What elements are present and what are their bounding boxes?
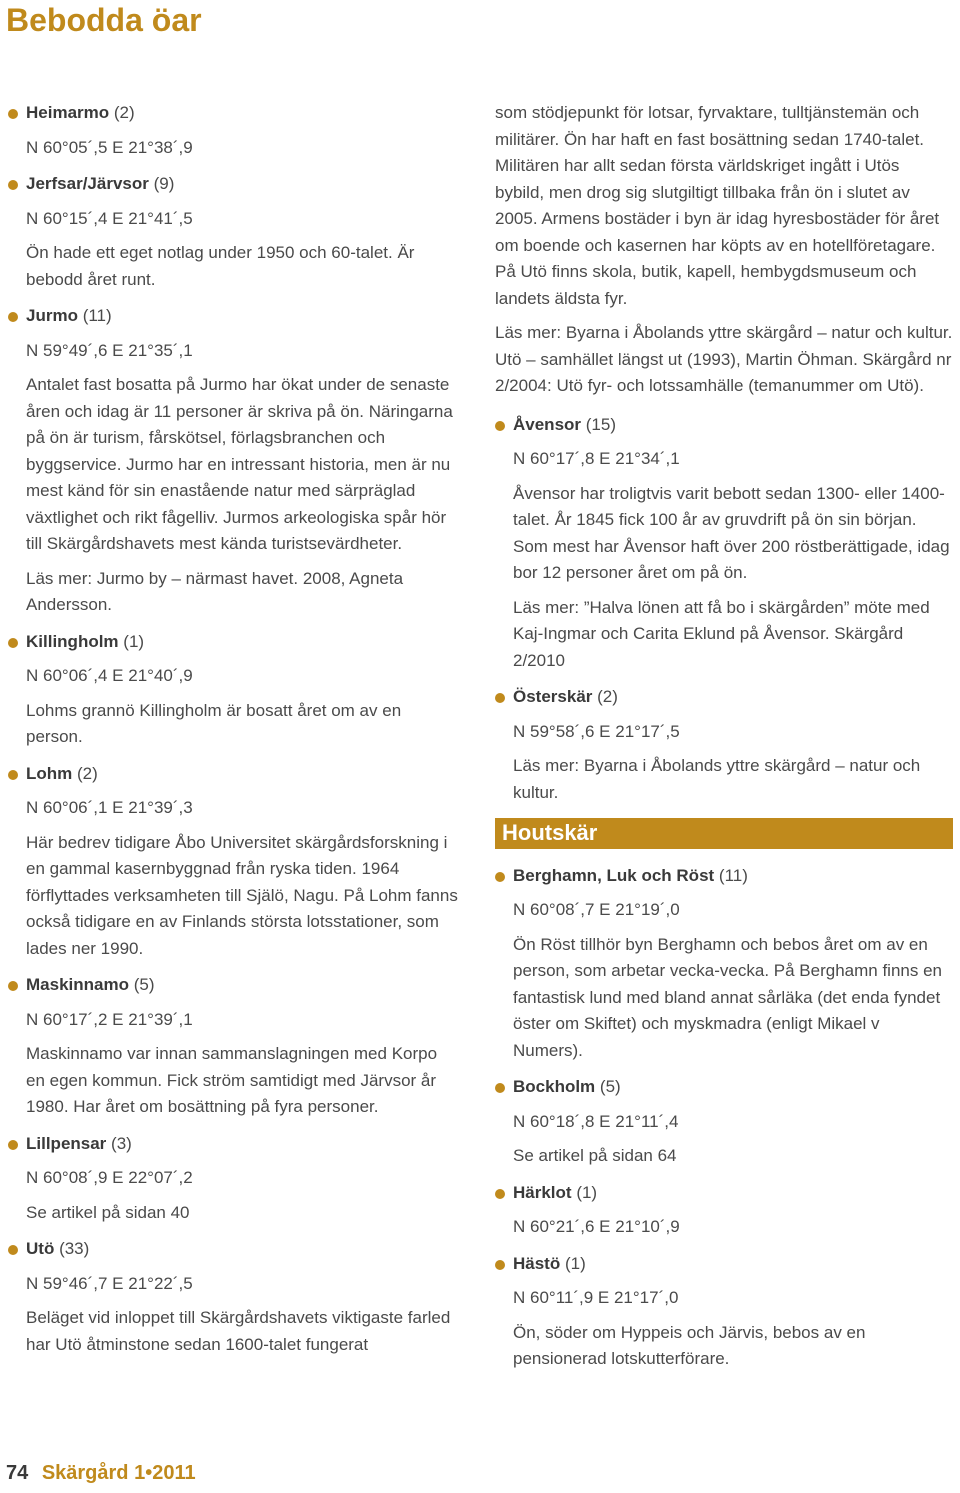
island-coordinates: N 60°06´,4 E 21°40´,9 (26, 666, 193, 685)
island-coordinates: N 59°46´,7 E 21°22´,5 (26, 1273, 193, 1293)
bullet-icon (495, 872, 505, 882)
bullet-icon (495, 1189, 505, 1199)
island-entry (495, 1180, 953, 1241)
island-coordinates: N 60°15´,4 E 21°41´,5 (26, 208, 193, 228)
island-name: Heimarmo (26, 103, 110, 122)
island-description: Antalet fast bosatta på Jurmo har ökat under de senaste åren och idag är 11 personer är skriva på ön. Näringarna på ön är turism, fårskötsel, förlagsbranchen och byggservice. Jurmo har en intressant historia, men är nu mest känd för sin enastående natur med särpräglad växtlighet och rikt fågelliv. Jurmos arkeologiska spår hör till Skärgårdshavets mest kända turistsevärdheter. (26, 375, 453, 553)
island-name: Lillpensar (26, 1133, 107, 1153)
island-heading (513, 863, 953, 890)
island-coordinates: N 60°17´,8 E 21°34´,1 (513, 449, 680, 468)
island-name: Härklot (513, 1182, 572, 1202)
houtskar-entry-list (495, 863, 953, 1373)
bullet-icon (8, 1245, 18, 1255)
island-coordinates: N 59°49´,6 E 21°35´,1 (26, 340, 193, 360)
page-number: 74 (6, 1462, 29, 1484)
island-name: Killingholm (26, 631, 119, 651)
island-entry (8, 1236, 460, 1358)
bullet-icon (495, 1260, 505, 1270)
island-coordinates: N 60°08´,7 E 21°19´,0 (513, 900, 680, 919)
island-heading (26, 171, 460, 198)
island-coordinates: N 60°08´,9 E 22°07´,2 (26, 1168, 193, 1187)
left-column (8, 100, 460, 1358)
bullet-icon (8, 770, 18, 780)
magazine-issue: Skärgård 1•2011 (41, 1462, 196, 1484)
island-name: Lohm (26, 763, 73, 783)
island-heading (513, 1074, 953, 1101)
island-count: (15) (585, 414, 616, 434)
island-description: Beläget vid inloppet till Skärgårdshavets viktigaste farled har Utö åtminstone sedan 1600-talet fungerat (26, 1308, 451, 1354)
island-count: (2) (113, 103, 135, 122)
island-entry (495, 684, 953, 806)
island-heading (513, 412, 953, 439)
island-name: Hästö (513, 1253, 561, 1273)
bullet-icon (8, 638, 18, 648)
island-heading (26, 972, 460, 999)
island-heading (26, 303, 460, 330)
island-count: (11) (82, 306, 112, 325)
island-heading (26, 761, 460, 788)
island-heading (26, 629, 460, 656)
island-count: (5) (133, 975, 155, 994)
bullet-icon (495, 1083, 505, 1093)
continuation-paragraph: Läs mer: Byarna i Åbolands yttre skärgård – natur och kultur. Utö – samhället längst ut (1993), Martin Öhman. Skärgård nr 2/2004: Utö fyr- och lotssamhälle (temanummer om Utö). (495, 323, 953, 395)
island-name: Åvensor (513, 414, 582, 434)
utö-continuation (495, 100, 953, 400)
island-entry (8, 629, 460, 751)
bullet-icon (8, 312, 18, 322)
island-heading (513, 1251, 953, 1278)
island-entry (8, 1131, 460, 1227)
island-coordinates: N 60°11´,9 E 21°17´,0 (513, 1288, 679, 1307)
island-description: Ön Röst tillhör byn Berghamn och bebos året om av en person, som arbetar vecka-vecka. På Berghamn finns en fantastisk lund med bland annat sårläka (det enda fyndet öster om Skiftet) och myskmadra (enligt Mikael v Numers). (513, 934, 942, 1060)
island-count: (9) (153, 174, 175, 193)
island-description: Läs mer: ”Halva lönen att få bo i skärgården” möte med Kaj-Ingmar och Carita Eklund på Åvensor. Skärgård 2/2010 (513, 597, 930, 670)
bullet-icon (8, 981, 18, 991)
island-description: Se artikel på sidan 64 (513, 1146, 677, 1165)
island-entry (495, 412, 953, 675)
island-entry (8, 972, 460, 1121)
island-entry (495, 1251, 953, 1373)
island-heading (513, 1180, 953, 1207)
island-count: (33) (59, 1239, 90, 1258)
island-name: Maskinnamo (26, 975, 129, 994)
island-name: Utö (26, 1239, 55, 1258)
island-description: Läs mer: Jurmo by – närmast havet. 2008, Agneta Andersson. (26, 568, 404, 614)
bullet-icon (8, 1140, 18, 1150)
island-name: Bockholm (513, 1077, 596, 1096)
island-description: Ön hade ett eget notlag under 1950 och 60-talet. Är bebodd året runt. (26, 243, 415, 289)
island-count: (1) (123, 631, 145, 651)
island-coordinates: N 60°17´,2 E 21°39´,1 (26, 1009, 193, 1029)
island-description: Här bedrev tidigare Åbo Universitet skärgårdsforskning i en gammal kasernbyggnad från ryska tiden. 1964 förflyttades verksamheten till Själö, Nagu. På Lohm fanns också tidigare en av Finlands största lotsstationer, som lades ner 1990. (26, 832, 458, 958)
island-description: Läs mer: Byarna i Åbolands yttre skärgård – natur och kultur. (513, 756, 921, 802)
page-title: Bebodda öar (6, 2, 202, 38)
island-entry (495, 1074, 953, 1170)
right-column (495, 100, 953, 1373)
right-entry-list (495, 412, 953, 807)
island-heading (513, 684, 953, 711)
island-coordinates: N 59°58´,6 E 21°17´,5 (513, 721, 680, 741)
island-description: Åvensor har troligtvis varit bebott sedan 1300- eller 1400-talet. År 1845 fick 100 år av gruvdrift på ön sin början. Som mest har Åvensor haft över 200 röstberättigade, idag bor 12 personer året om på ön. (513, 483, 950, 582)
island-description: Lohms grannö Killingholm är bosatt året om av en person. (26, 700, 402, 746)
bullet-icon (8, 109, 18, 119)
island-count: (1) (564, 1253, 586, 1273)
island-name: Berghamn, Luk och Röst (513, 865, 715, 885)
island-coordinates: N 60°18´,8 E 21°11´,4 (513, 1111, 679, 1131)
island-coordinates: N 60°06´,1 E 21°39´,3 (26, 798, 193, 817)
island-entry (495, 863, 953, 1065)
bullet-icon (8, 180, 18, 190)
page-footer (6, 1462, 196, 1485)
island-name: Jerfsar/Järvsor (26, 174, 149, 193)
island-description: Se artikel på sidan 40 (26, 1202, 190, 1222)
island-heading (26, 1131, 460, 1158)
left-entry-list (8, 100, 460, 1358)
island-count: (1) (576, 1182, 598, 1202)
island-name: Jurmo (26, 306, 78, 325)
island-entry (8, 303, 460, 619)
section-heading-houtskar: Houtskär (495, 818, 953, 849)
island-entry (8, 761, 460, 963)
island-name: Österskär (513, 687, 593, 706)
continuation-paragraph: som stödjepunkt för lotsar, fyrvaktare, tulltjänstemän och militärer. Ön har haft en fast bosättning sedan 1740-talet. Militären har allt sedan första världskriget ingått i Utös bybild, men drog sig slutgiltigt tillbaka från ön i slutet av 2005. Armens bostäder i byn är idag hyresbostäder för året om boende och kasernen har köpts av en hotellföretagare. På Utö finns skola, butik, kapell, hembygdsmuseum och landets äldsta fyr. (495, 103, 940, 308)
island-description: Ön, söder om Hyppeis och Järvis, bebos av en pensionerad lotskutterförare. (513, 1322, 866, 1368)
island-heading (26, 100, 460, 127)
island-count: (2) (597, 687, 618, 706)
island-coordinates: N 60°05´,5 E 21°38´,9 (26, 137, 193, 157)
island-count: (2) (77, 763, 98, 783)
island-description: Maskinnamo var innan sammanslagningen med Korpo en egen kommun. Fick ström samtidigt med Järvsor år 1980. Har året om bosättning på fyra personer. (26, 1044, 438, 1116)
island-count: (5) (599, 1077, 621, 1096)
bullet-icon (495, 421, 505, 431)
island-entry (8, 171, 460, 293)
island-count: (3) (111, 1133, 132, 1153)
island-entry (8, 100, 460, 161)
island-coordinates: N 60°21´,6 E 21°10´,9 (513, 1217, 680, 1236)
island-count: (11) (718, 865, 748, 885)
island-heading (26, 1236, 460, 1263)
bullet-icon (495, 693, 505, 703)
